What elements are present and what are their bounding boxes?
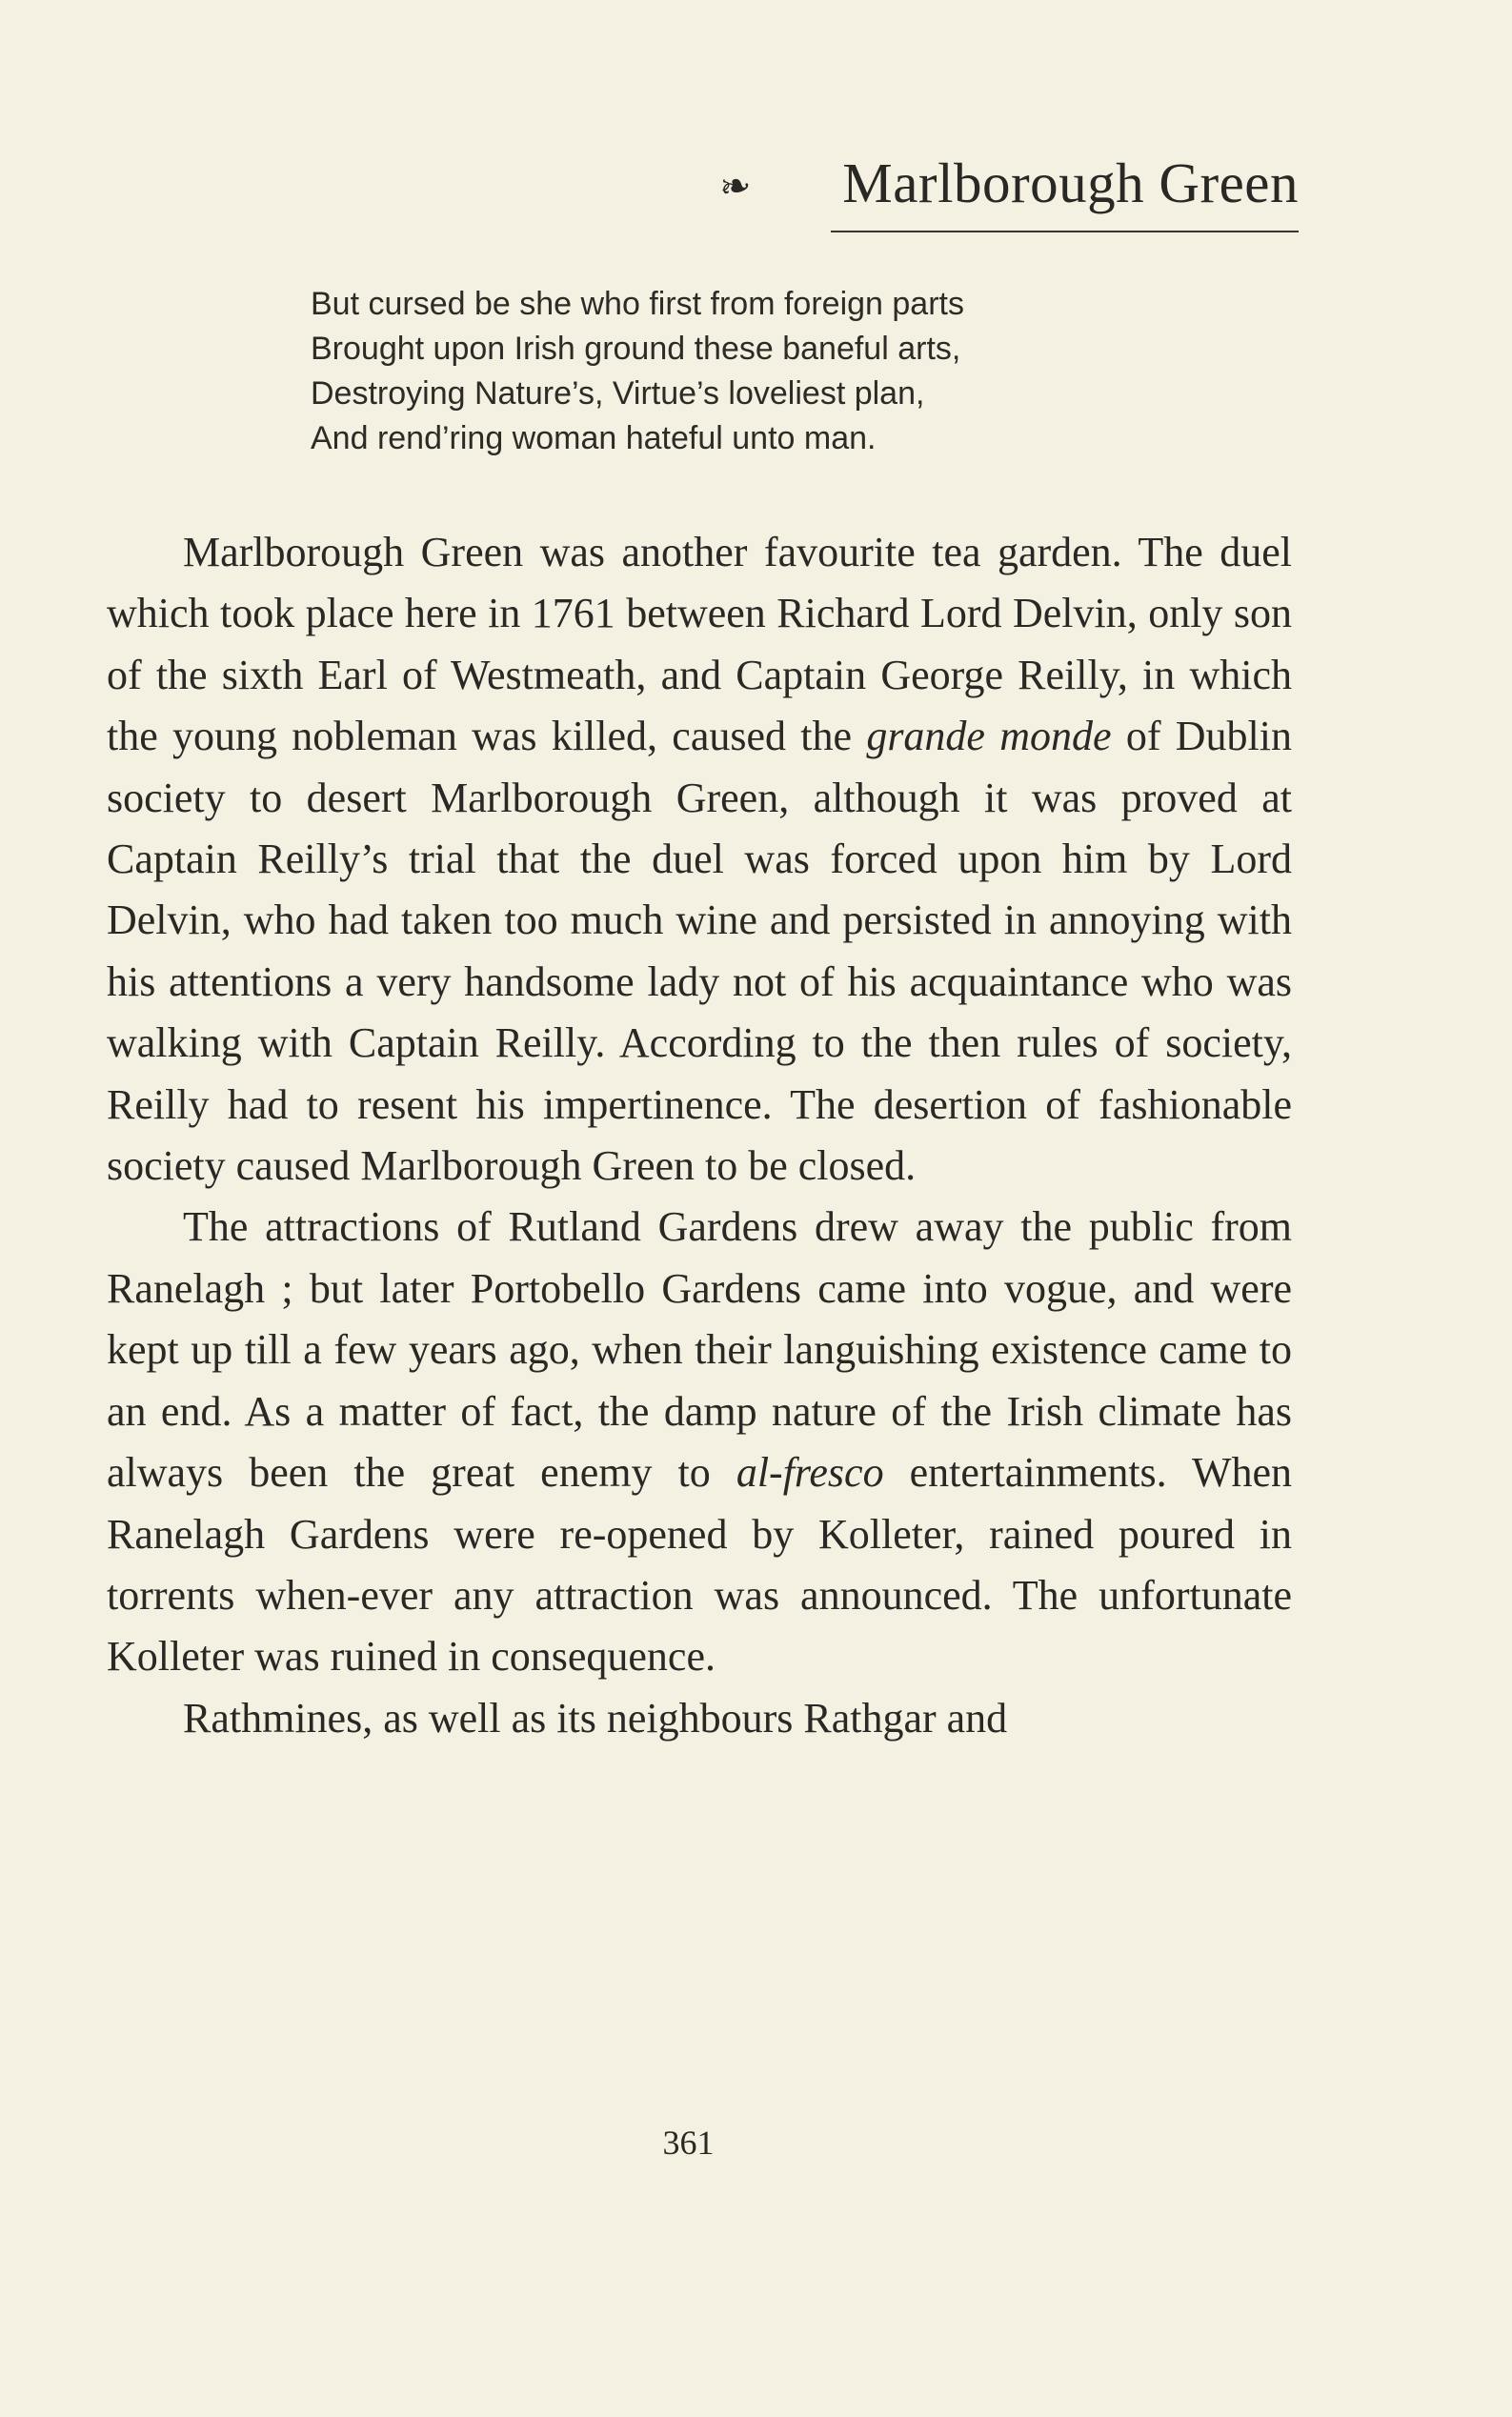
running-header — [716, 143, 1299, 234]
paragraph-text: The attractions of Rutland Gardens drew away the public from Ranelagh ; but later Portobello Gardens came into vogue, and were kept up till a few years ago, when their languishing existence came to an end. As a matter of fact, the damp nature of the Irish climate has always been the great enemy to — [107, 1203, 1292, 1497]
paragraph-text: Marlborough Green was another favourite tea garden. The duel which took place here in 1761 between Richard Lord Delvin, only son of the sixth Earl of Westmeath, and Captain George Reilly, in which the young nobleman was killed, caused the — [107, 529, 1292, 760]
verse-line: And rend’ring woman hateful unto man. — [311, 420, 877, 456]
italic-phrase: al-fresco — [736, 1449, 884, 1497]
page-number: 361 — [662, 2124, 715, 2162]
paragraph-text: entertainments. When Ranelagh Gardens were re-opened by Kolleter, rained poured in torrents when-ever any attraction was announced. The unfortunate Kolleter was ruined in consequence. — [107, 1449, 1292, 1681]
fleuron-ornament-icon: ❧ — [716, 162, 755, 211]
paragraph-marlborough-green — [107, 522, 1292, 1197]
body-text — [107, 522, 1292, 1749]
paragraph-text: of Dublin society to desert Marlborough Green, although it was proved at Captain Reilly’s trial that the duel was forced upon him by Lord Delvin, who had taken too much wine and persisted in annoying with his attentions a very handsome lady not of his acquaintance who was walking with Captain Reilly. According to the then rules of society, Reilly had to resent his impertinence. The desertion of fashionable society caused Marlborough Green to be closed. — [107, 713, 1292, 1190]
italic-phrase: grande monde — [866, 713, 1112, 760]
verse-line: But cursed be she who first from foreign parts — [311, 286, 964, 322]
paragraph-text: Rathmines, as well as its neighbours Rathgar and — [183, 1694, 1008, 1742]
verse-line: Destroying Nature’s, Virtue’s loveliest plan, — [311, 375, 925, 412]
verse-quotation — [311, 282, 1168, 461]
running-title: Marlborough Green — [842, 151, 1299, 214]
verse-line: Brought upon Irish ground these baneful arts, — [311, 331, 961, 367]
paragraph-rathmines — [107, 1688, 1292, 1749]
header-rule — [831, 231, 1299, 232]
paragraph-gardens — [107, 1197, 1292, 1687]
